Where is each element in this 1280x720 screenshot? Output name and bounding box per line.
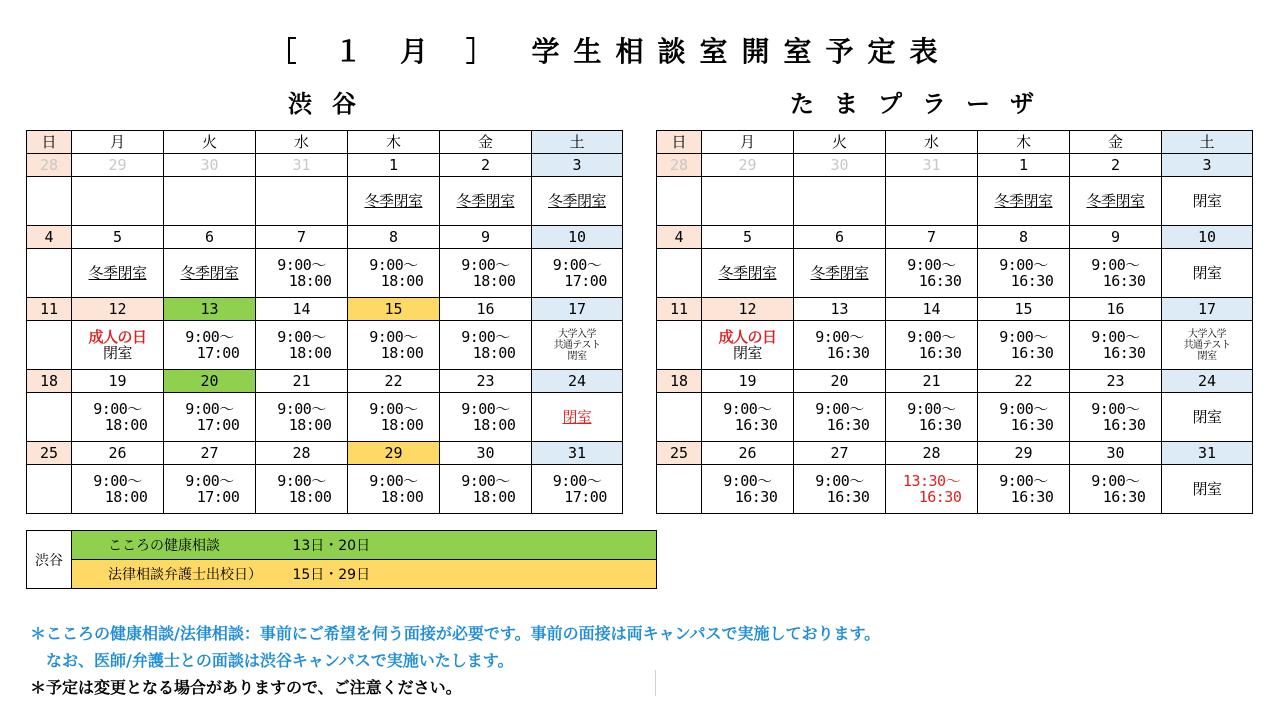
schedule-cell <box>348 393 440 442</box>
schedule-cell <box>657 321 702 370</box>
date-cell: 8 <box>348 226 440 249</box>
legend-dates: 13日・20日 <box>292 538 371 554</box>
schedule-line: 16:30 <box>1085 272 1146 290</box>
schedule-row <box>27 321 623 370</box>
schedule-cell <box>164 249 256 298</box>
schedule-cell <box>72 465 164 514</box>
schedule-line: 9:00～ <box>93 399 142 418</box>
campus-title-shibuya: 渋谷 <box>288 90 376 118</box>
schedule-cell <box>1070 465 1162 514</box>
schedule-line: 9:00～ <box>185 399 234 418</box>
schedule-line: 閉室 <box>567 350 587 362</box>
legend-name: 法律相談弁護士出校日） <box>108 567 262 583</box>
schedule-line: 18:00 <box>363 488 424 506</box>
schedule-cell <box>702 393 794 442</box>
date-cell: 11 <box>27 298 72 321</box>
schedule-row <box>27 465 623 514</box>
schedule-line: 閉室 <box>102 344 132 362</box>
schedule-line: 大学入学 <box>558 328 596 340</box>
date-cell: 17 <box>532 298 623 321</box>
schedule-line: 9:00～ <box>185 327 234 346</box>
schedule-cell <box>27 177 72 226</box>
schedule-line: 9:00～ <box>461 399 510 418</box>
schedule-row <box>27 177 623 226</box>
schedule-line: 16:30 <box>1085 488 1146 506</box>
schedule-line: 16:30 <box>901 416 962 434</box>
date-cell: 31 <box>886 154 978 177</box>
consultation-legend <box>26 530 657 589</box>
schedule-cell <box>164 465 256 514</box>
date-cell: 1 <box>978 154 1070 177</box>
date-cell: 4 <box>27 226 72 249</box>
date-cell: 24 <box>532 370 623 393</box>
date-cell: 8 <box>978 226 1070 249</box>
schedule-cell <box>440 393 532 442</box>
schedule-cell <box>27 393 72 442</box>
note-schedule-change: ＊予定は変更となる場合がありますので、ご注意ください。 <box>30 678 462 697</box>
schedule-line: 16:30 <box>901 272 962 290</box>
schedule-cell <box>164 393 256 442</box>
schedule-line: 9:00～ <box>723 471 772 490</box>
schedule-line: 9:00～ <box>723 399 772 418</box>
note-consultation: ＊こころの健康相談/法律相談：事前にご希望を伺う面接が必要です。事前の面接は両キャンパスで実施しております。 <box>30 624 881 643</box>
date-cell: 13 <box>794 298 886 321</box>
date-cell: 3 <box>1162 154 1253 177</box>
date-cell: 25 <box>657 442 702 465</box>
date-row <box>27 442 623 465</box>
schedule-line: 16:30 <box>993 344 1054 362</box>
date-cell: 6 <box>794 226 886 249</box>
schedule-cell <box>256 321 348 370</box>
schedule-line: 閉室 <box>562 407 592 426</box>
schedule-line: 9:00～ <box>369 255 418 274</box>
schedule-cell <box>348 321 440 370</box>
weekday-header: 土 <box>1162 131 1253 154</box>
schedule-line: 成人の日 <box>718 327 777 346</box>
date-cell: 15 <box>348 298 440 321</box>
schedule-line: 9:00～ <box>461 255 510 274</box>
date-row <box>27 298 623 321</box>
date-row <box>657 154 1253 177</box>
date-cell: 11 <box>657 298 702 321</box>
schedule-cell <box>978 321 1070 370</box>
schedule-cell <box>348 465 440 514</box>
weekday-header: 木 <box>978 131 1070 154</box>
date-cell: 4 <box>657 226 702 249</box>
date-cell: 10 <box>532 226 623 249</box>
schedule-line: 冬季閉室 <box>718 263 777 282</box>
date-cell: 26 <box>72 442 164 465</box>
date-cell: 2 <box>1070 154 1162 177</box>
date-cell: 21 <box>256 370 348 393</box>
schedule-line: 17:00 <box>179 344 240 362</box>
weekday-header: 火 <box>794 131 886 154</box>
schedule-cell <box>886 321 978 370</box>
schedule-cell <box>1070 177 1162 226</box>
date-row <box>27 370 623 393</box>
schedule-cell <box>886 393 978 442</box>
schedule-line: 共通テスト <box>1183 339 1231 351</box>
schedule-line: 閉室 <box>1192 479 1222 498</box>
schedule-line: 18:00 <box>271 272 332 290</box>
schedule-line: 18:00 <box>271 488 332 506</box>
schedule-line: 16:30 <box>1085 416 1146 434</box>
schedule-row <box>657 465 1253 514</box>
schedule-line: 冬季閉室 <box>994 191 1053 210</box>
date-cell: 29 <box>978 442 1070 465</box>
weekday-header: 月 <box>72 131 164 154</box>
weekday-header: 日 <box>657 131 702 154</box>
date-cell: 7 <box>886 226 978 249</box>
schedule-cell <box>794 465 886 514</box>
page-title: ［ １ 月 ］ 学生相談室開室予定表 <box>268 35 952 68</box>
schedule-cell <box>702 249 794 298</box>
date-cell: 9 <box>1070 226 1162 249</box>
schedule-line: 閉室 <box>1192 191 1222 210</box>
schedule-cell <box>348 249 440 298</box>
schedule-line: 閉室 <box>732 344 762 362</box>
date-cell: 12 <box>702 298 794 321</box>
date-cell: 26 <box>702 442 794 465</box>
schedule-line: 9:00～ <box>552 255 602 274</box>
schedule-line: 冬季閉室 <box>364 191 423 210</box>
schedule-cell <box>1162 393 1253 442</box>
date-cell: 23 <box>440 370 532 393</box>
schedule-cell <box>886 177 978 226</box>
date-cell: 31 <box>1162 442 1253 465</box>
schedule-cell <box>256 177 348 226</box>
schedule-row <box>657 393 1253 442</box>
schedule-cell <box>72 177 164 226</box>
date-cell: 5 <box>72 226 164 249</box>
schedule-cell <box>886 465 978 514</box>
schedule-cell <box>1162 465 1253 514</box>
schedule-line: 17:00 <box>547 272 607 290</box>
schedule-cell <box>164 177 256 226</box>
schedule-line: 冬季閉室 <box>180 263 239 282</box>
schedule-line: 冬季閉室 <box>88 263 147 282</box>
schedule-cell <box>532 177 623 226</box>
schedule-cell <box>440 249 532 298</box>
date-cell: 18 <box>27 370 72 393</box>
schedule-line: 9:00～ <box>461 471 510 490</box>
date-cell: 5 <box>702 226 794 249</box>
date-cell: 28 <box>886 442 978 465</box>
schedule-line: 冬季閉室 <box>547 191 606 210</box>
schedule-line: 18:00 <box>87 416 148 434</box>
date-cell: 28 <box>27 154 72 177</box>
schedule-line: 9:00～ <box>907 327 956 346</box>
schedule-line: 16:30 <box>993 272 1054 290</box>
schedule-line: 18:00 <box>271 416 332 434</box>
schedule-line: 18:00 <box>87 488 148 506</box>
schedule-line: 9:00～ <box>185 471 234 490</box>
schedule-cell <box>978 465 1070 514</box>
schedule-cell <box>1162 177 1253 226</box>
date-row <box>657 298 1253 321</box>
date-cell: 16 <box>1070 298 1162 321</box>
schedule-line: 大学入学 <box>1188 328 1226 340</box>
legend-name: こころの健康相談 <box>108 538 220 554</box>
schedule-cell <box>794 249 886 298</box>
schedule-cell <box>1162 249 1253 298</box>
schedule-line: 16:30 <box>717 488 778 506</box>
schedule-line: 18:00 <box>455 416 516 434</box>
schedule-line: 18:00 <box>363 344 424 362</box>
schedule-line: 9:00～ <box>907 255 956 274</box>
weekday-header: 月 <box>702 131 794 154</box>
schedule-cell <box>440 321 532 370</box>
schedule-line: 13:30～ <box>902 471 961 490</box>
schedule-cell <box>72 249 164 298</box>
schedule-cell <box>657 393 702 442</box>
weekday-header: 金 <box>1070 131 1162 154</box>
schedule-line: 9:00～ <box>277 255 326 274</box>
date-cell: 16 <box>440 298 532 321</box>
schedule-line: 16:30 <box>901 344 962 362</box>
schedule-cell <box>532 465 623 514</box>
schedule-line: 冬季閉室 <box>1086 191 1145 210</box>
date-cell: 25 <box>27 442 72 465</box>
schedule-row <box>27 393 623 442</box>
campus-title-tamaplaza: たまプラーザ <box>790 90 1054 118</box>
date-row <box>657 226 1253 249</box>
date-cell: 24 <box>1162 370 1253 393</box>
date-cell: 29 <box>348 442 440 465</box>
schedule-line: 9:00～ <box>1091 399 1140 418</box>
date-cell: 20 <box>164 370 256 393</box>
schedule-line: 16:30 <box>993 416 1054 434</box>
schedule-cell <box>532 321 623 370</box>
weekday-header: 土 <box>532 131 623 154</box>
legend-row-health <box>72 531 657 560</box>
schedule-line: 9:00～ <box>999 471 1048 490</box>
schedule-line: 9:00～ <box>999 399 1048 418</box>
schedule-line: 9:00～ <box>93 471 142 490</box>
weekday-header: 火 <box>164 131 256 154</box>
schedule-line: 16:30 <box>1085 344 1146 362</box>
date-cell: 30 <box>440 442 532 465</box>
date-cell: 31 <box>256 154 348 177</box>
schedule-row <box>27 249 623 298</box>
schedule-cell <box>27 321 72 370</box>
date-cell: 31 <box>532 442 623 465</box>
schedule-cell <box>1070 321 1162 370</box>
date-row <box>657 370 1253 393</box>
date-cell: 19 <box>72 370 164 393</box>
date-cell: 15 <box>978 298 1070 321</box>
schedule-line: 9:00～ <box>907 399 956 418</box>
schedule-cell <box>440 177 532 226</box>
schedule-line: 閉室 <box>1192 263 1222 282</box>
date-cell: 9 <box>440 226 532 249</box>
date-cell: 23 <box>1070 370 1162 393</box>
schedule-cell <box>27 249 72 298</box>
weekday-header: 日 <box>27 131 72 154</box>
date-cell: 30 <box>1070 442 1162 465</box>
date-cell: 3 <box>532 154 623 177</box>
schedule-cell <box>532 249 623 298</box>
schedule-line: 閉室 <box>1197 350 1217 362</box>
schedule-cell <box>702 321 794 370</box>
schedule-cell <box>978 249 1070 298</box>
date-cell: 28 <box>657 154 702 177</box>
schedule-line: 9:00～ <box>369 327 418 346</box>
notes <box>30 620 880 701</box>
date-cell: 30 <box>164 154 256 177</box>
legend-campus-label: 渋谷 <box>27 531 72 589</box>
schedule-row <box>657 321 1253 370</box>
date-cell: 13 <box>164 298 256 321</box>
schedule-line: 16:30 <box>809 488 870 506</box>
schedule-line: 16:30 <box>717 416 778 434</box>
weekday-header: 水 <box>886 131 978 154</box>
schedule-cell <box>532 393 623 442</box>
schedule-line: 成人の日 <box>88 327 147 346</box>
date-cell: 20 <box>794 370 886 393</box>
schedule-cell <box>702 177 794 226</box>
schedule-line: 9:00～ <box>999 327 1048 346</box>
weekday-header: 金 <box>440 131 532 154</box>
schedule-line: 18:00 <box>363 416 424 434</box>
schedule-cell <box>657 249 702 298</box>
schedule-line: 9:00～ <box>369 399 418 418</box>
note-consultation-location: なお、医師/弁護士との面談は渋谷キャンパスで実施いたします。 <box>46 651 514 670</box>
schedule-line: 18:00 <box>455 488 516 506</box>
schedule-line: 9:00～ <box>999 255 1048 274</box>
schedule-line: 9:00～ <box>277 471 326 490</box>
schedule-cell <box>794 321 886 370</box>
schedule-line: 9:00～ <box>277 399 326 418</box>
schedule-cell <box>164 321 256 370</box>
date-row <box>657 442 1253 465</box>
schedule-cell <box>978 393 1070 442</box>
date-cell: 29 <box>72 154 164 177</box>
date-cell: 30 <box>794 154 886 177</box>
schedule-cell <box>794 393 886 442</box>
schedule-cell <box>348 177 440 226</box>
date-cell: 17 <box>1162 298 1253 321</box>
schedule-cell <box>72 393 164 442</box>
weekday-header: 水 <box>256 131 348 154</box>
legend-dates: 15日・29日 <box>292 567 371 583</box>
schedule-line: 17:00 <box>547 488 607 506</box>
schedule-line: 16:30 <box>993 488 1054 506</box>
calendar-tamaplaza <box>656 130 1253 514</box>
schedule-line: 18:00 <box>271 344 332 362</box>
schedule-cell <box>657 465 702 514</box>
date-cell: 6 <box>164 226 256 249</box>
schedule-line: 閉室 <box>1192 407 1222 426</box>
divider <box>655 670 656 696</box>
date-cell: 28 <box>256 442 348 465</box>
schedule-cell <box>657 177 702 226</box>
date-row <box>27 226 623 249</box>
schedule-line: 9:00～ <box>552 471 602 490</box>
date-cell: 2 <box>440 154 532 177</box>
date-cell: 21 <box>886 370 978 393</box>
schedule-line: 9:00～ <box>815 471 864 490</box>
schedule-cell <box>702 465 794 514</box>
schedule-line: 18:00 <box>363 272 424 290</box>
schedule-line: 冬季閉室 <box>456 191 515 210</box>
schedule-row <box>657 177 1253 226</box>
date-row <box>27 154 623 177</box>
date-cell: 19 <box>702 370 794 393</box>
schedule-cell <box>1162 321 1253 370</box>
schedule-cell <box>256 393 348 442</box>
schedule-line: 9:00～ <box>461 327 510 346</box>
schedule-row <box>657 249 1253 298</box>
schedule-line: 9:00～ <box>815 399 864 418</box>
schedule-cell <box>978 177 1070 226</box>
date-cell: 29 <box>702 154 794 177</box>
schedule-cell <box>256 249 348 298</box>
schedule-line: 9:00～ <box>815 327 864 346</box>
schedule-cell <box>256 465 348 514</box>
weekday-header-row <box>657 131 1253 154</box>
date-cell: 10 <box>1162 226 1253 249</box>
schedule-line: 冬季閉室 <box>810 263 869 282</box>
date-cell: 27 <box>794 442 886 465</box>
schedule-line: 9:00～ <box>1091 255 1140 274</box>
schedule-line: 9:00～ <box>1091 471 1140 490</box>
date-cell: 22 <box>978 370 1070 393</box>
schedule-line: 16:30 <box>809 416 870 434</box>
legend-row-legal <box>72 560 657 589</box>
schedule-line: 18:00 <box>455 272 516 290</box>
schedule-cell <box>1070 249 1162 298</box>
date-cell: 14 <box>886 298 978 321</box>
weekday-header: 木 <box>348 131 440 154</box>
schedule-cell <box>440 465 532 514</box>
schedule-line: 17:00 <box>179 488 240 506</box>
schedule-cell <box>72 321 164 370</box>
date-cell: 1 <box>348 154 440 177</box>
schedule-line: 共通テスト <box>553 339 601 351</box>
schedule-cell <box>794 177 886 226</box>
schedule-line: 9:00～ <box>1091 327 1140 346</box>
date-cell: 22 <box>348 370 440 393</box>
date-cell: 27 <box>164 442 256 465</box>
date-cell: 14 <box>256 298 348 321</box>
date-cell: 7 <box>256 226 348 249</box>
date-cell: 12 <box>72 298 164 321</box>
schedule-line: 16:30 <box>809 344 870 362</box>
date-cell: 18 <box>657 370 702 393</box>
weekday-header-row <box>27 131 623 154</box>
schedule-cell <box>886 249 978 298</box>
calendar-shibuya <box>26 130 623 514</box>
schedule-cell <box>1070 393 1162 442</box>
schedule-line: 9:00～ <box>369 471 418 490</box>
schedule-line: 18:00 <box>455 344 516 362</box>
schedule-line: 17:00 <box>179 416 240 434</box>
schedule-line: 16:30 <box>901 488 962 506</box>
schedule-line: 9:00～ <box>277 327 326 346</box>
schedule-cell <box>27 465 72 514</box>
